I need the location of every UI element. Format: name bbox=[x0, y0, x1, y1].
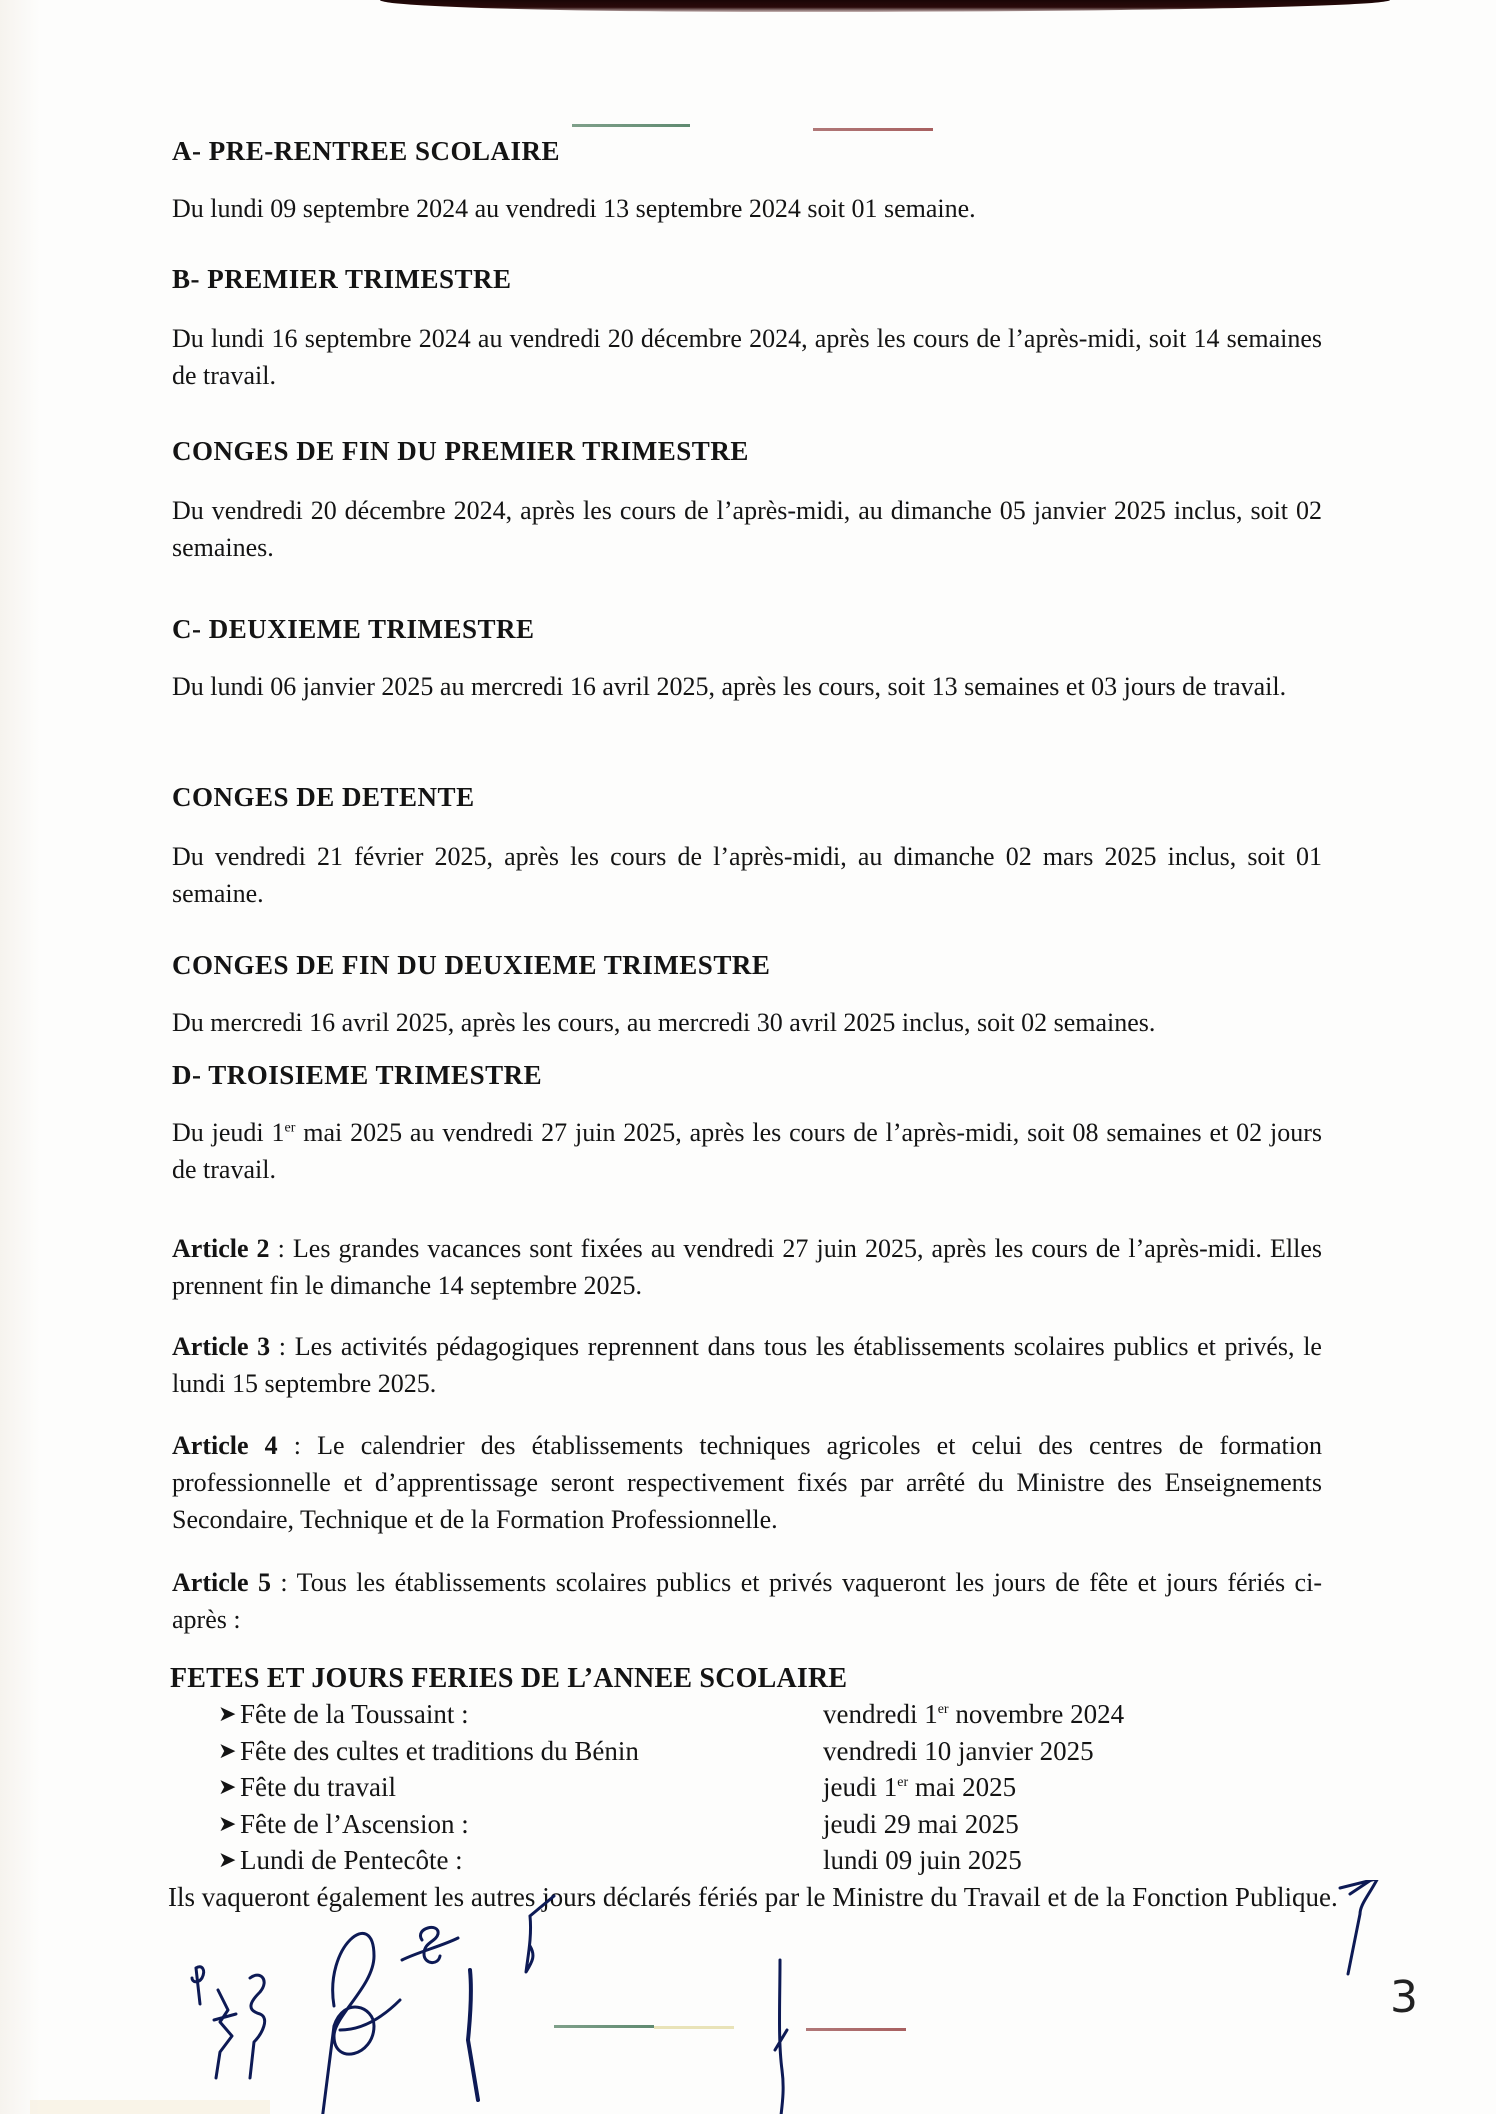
text-part: mai 2025 au vendredi 27 juin 2025, après les cours de l’après-midi, soit 08 semaines et 02 jours de travail. bbox=[172, 1117, 1323, 1184]
section-heading: D- TROISIEME TRIMESTRE bbox=[172, 1060, 543, 1090]
holiday-name: Fête des cultes et traditions du Bénin bbox=[240, 1735, 639, 1766]
holiday-name: Fête de la Toussaint : bbox=[240, 1699, 469, 1729]
initial-mark-6 bbox=[468, 1970, 478, 2100]
section-heading: A- PRE-RENTREE SCOLAIRE bbox=[172, 136, 561, 166]
article-text bbox=[172, 1565, 1322, 1639]
article-body: Le calendrier des établissements techniques agricoles et celui des centres de formation professionnelle et d’apprentissage seront respectivement fixés par arrêté du Ministre des Enseignements Secondaire, Technique et de la Formation Professionnelle. bbox=[172, 1431, 1322, 1534]
section-text: Du mercredi 16 avril 2025, après les cours, au mercredi 30 avril 2025 inclus, soit 02 semaines. bbox=[172, 1007, 1156, 1037]
initial-mark-4 bbox=[320, 1933, 400, 2114]
article-2 bbox=[172, 1231, 1322, 1305]
article-text bbox=[172, 1329, 1322, 1403]
page-left-edge-shadow bbox=[0, 0, 40, 2114]
arrowhead-bullet-icon: ➤ bbox=[218, 1774, 237, 1799]
section-conges-fin-deuxieme bbox=[172, 949, 1322, 1042]
handwritten-initials bbox=[0, 1880, 1496, 2114]
date-part: vendredi 1 bbox=[823, 1699, 938, 1729]
arrowhead-bullet-icon: ➤ bbox=[218, 1737, 237, 1763]
section-premier-trimestre bbox=[172, 263, 1322, 395]
section-heading: B- PREMIER TRIMESTRE bbox=[172, 264, 512, 294]
article-label: Article 3 bbox=[172, 1332, 271, 1361]
section-text: Du vendredi 21 février 2025, après les cours de l’après-midi, au dimanche 02 mars 2025 inclus, soit 01 semaine. bbox=[172, 841, 1322, 908]
article-separator: : bbox=[269, 1234, 293, 1263]
initial-mark-5 bbox=[402, 1927, 458, 1962]
article-label: Article 5 bbox=[172, 1568, 271, 1597]
date-part: vendredi 10 janvier 2025 bbox=[823, 1735, 1094, 1766]
article-body: Les activités pédagogiques reprennent dans tous les établissements scolaires publics et privés, le lundi 15 septembre 2025. bbox=[172, 1332, 1322, 1398]
article-separator: : bbox=[270, 1332, 295, 1361]
flag-line-red-top bbox=[813, 128, 933, 131]
arrowhead-bullet-icon: ➤ bbox=[218, 1847, 237, 1872]
superscript: er bbox=[897, 1775, 909, 1790]
holiday-date bbox=[823, 1806, 1019, 1843]
section-pre-rentree bbox=[172, 135, 1322, 228]
article-4 bbox=[172, 1428, 1322, 1539]
article-5 bbox=[172, 1565, 1322, 1639]
holiday-item bbox=[170, 1696, 1320, 1733]
holiday-date bbox=[823, 1733, 1094, 1770]
holiday-item bbox=[170, 1806, 1320, 1843]
section-troisieme-trimestre bbox=[172, 1059, 1322, 1189]
section-text: Du lundi 06 janvier 2025 au mercredi 16 avril 2025, après les cours, soit 13 semaines et 03 jours de travail. bbox=[172, 671, 1287, 701]
article-label: Article 2 bbox=[172, 1234, 270, 1263]
section-heading: CONGES DE FIN DU DEUXIEME TRIMESTRE bbox=[172, 950, 771, 980]
section-deuxieme-trimestre bbox=[172, 613, 1322, 706]
section-conges-detente bbox=[172, 781, 1322, 913]
article-text bbox=[172, 1231, 1322, 1305]
text-part: Du jeudi 1 bbox=[172, 1117, 285, 1147]
holidays-section bbox=[168, 1661, 1338, 1915]
date-part: lundi 09 juin 2025 bbox=[823, 1845, 1022, 1875]
section-text: Du vendredi 20 décembre 2024, après les cours de l’après-midi, au dimanche 05 janvier 2025 inclus, soit 02 semaines. bbox=[172, 495, 1322, 562]
article-body: Tous les établissements scolaires publics et privés vaqueront les jours de fête et jours fériés ci-après : bbox=[172, 1568, 1322, 1634]
holiday-item bbox=[170, 1842, 1320, 1879]
superscript: er bbox=[284, 1120, 296, 1136]
arrowhead-bullet-icon: ➤ bbox=[218, 1701, 237, 1726]
date-part: novembre 2024 bbox=[948, 1699, 1125, 1729]
date-part: jeudi 29 mai 2025 bbox=[823, 1808, 1019, 1839]
article-text bbox=[172, 1428, 1322, 1539]
holidays-list bbox=[170, 1696, 1320, 1879]
section-heading: C- DEUXIEME TRIMESTRE bbox=[172, 614, 535, 644]
holiday-name: Lundi de Pentecôte : bbox=[240, 1845, 463, 1875]
holidays-heading: FETES ET JOURS FERIES DE L’ANNEE SCOLAIRE bbox=[170, 1663, 848, 1694]
article-separator: : bbox=[277, 1431, 318, 1460]
holiday-item bbox=[170, 1733, 1320, 1770]
holiday-date bbox=[823, 1842, 1022, 1879]
holiday-date bbox=[823, 1769, 1016, 1806]
holidays-closing-text: Ils vaqueront également les autres jours déclarés fériés par le Ministre du Travail et de la Fonction Publique. bbox=[168, 1881, 1338, 1912]
article-body: Les grandes vacances sont fixées au vendredi 27 juin 2025, après les cours de l’après-midi. Elles prennent fin le dimanche 14 septembre 2025. bbox=[172, 1234, 1322, 1300]
article-separator: : bbox=[270, 1568, 297, 1597]
arrowhead-bullet-icon: ➤ bbox=[218, 1810, 237, 1836]
page-number: 3 bbox=[1390, 1972, 1418, 2023]
flag-line-green-top bbox=[572, 124, 690, 127]
holiday-name: Fête de l’Ascension : bbox=[240, 1808, 469, 1839]
holiday-item bbox=[170, 1769, 1320, 1806]
superscript: er bbox=[937, 1702, 949, 1717]
initial-mark-2 bbox=[214, 1990, 236, 2078]
date-part: jeudi 1 bbox=[823, 1772, 898, 1802]
holiday-date bbox=[823, 1696, 1124, 1733]
scan-bottom-tint bbox=[30, 2100, 270, 2114]
section-heading: CONGES DE DETENTE bbox=[172, 782, 475, 812]
initial-mark-8 bbox=[775, 1960, 787, 2114]
flag-line-green-bottom bbox=[554, 2025, 654, 2028]
date-part: mai 2025 bbox=[908, 1772, 1017, 1802]
flag-line-red-bottom bbox=[806, 2028, 906, 2031]
scan-top-shadow bbox=[380, 0, 1390, 12]
section-text: Du lundi 16 septembre 2024 au vendredi 20 décembre 2024, après les cours de l’après-midi, soit 14 semaines de travail. bbox=[172, 323, 1322, 390]
article-3 bbox=[172, 1329, 1322, 1403]
section-heading: CONGES DE FIN DU PREMIER TRIMESTRE bbox=[172, 436, 749, 466]
holiday-name: Fête du travail bbox=[240, 1772, 396, 1802]
article-label: Article 4 bbox=[172, 1431, 278, 1460]
initial-mark-1 bbox=[192, 1967, 204, 2004]
section-text bbox=[172, 1115, 1322, 1189]
section-text: Du lundi 09 septembre 2024 au vendredi 13 septembre 2024 soit 01 semaine. bbox=[172, 193, 976, 223]
flag-line-yellow-bottom bbox=[654, 2026, 734, 2029]
initial-mark-3 bbox=[250, 1975, 265, 2078]
section-conges-fin-premier bbox=[172, 435, 1322, 567]
